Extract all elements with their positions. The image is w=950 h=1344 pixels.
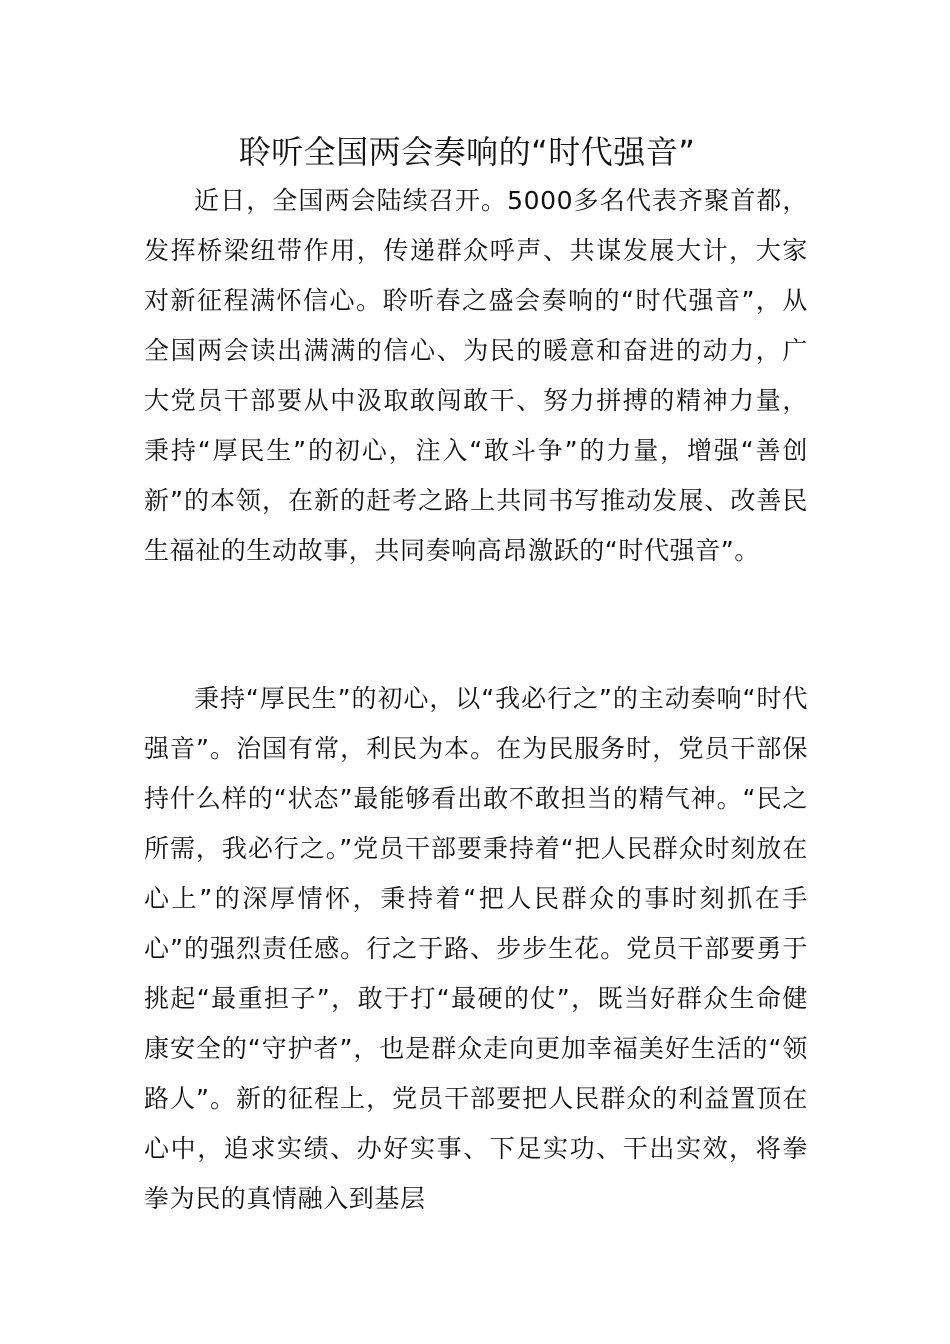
document-title: 聆听全国两会奏响的“时代强音”: [238, 133, 696, 171]
paragraph-intro: 近日，全国两会陆续召开。5000多名代表齐聚首都，发挥桥梁纽带作用，传递群众呼声、共谋发展大计，大家对新征程满怀信心。聆听春之盛会奏响的“时代强音”，从全国两会读出满满的信心、为民的暖意和奋进的动力，广大党员干部要从中汲取敢闯敢干、努力拼搏的精神力量，秉持“厚民生”的初心，注入“敢斗争”的力量，增强“善创新”的本领，在新的赶考之路上共同书写推动发展、改善民生福祉的生动故事，共同奏响高昂激跃的“时代强音”。: [144, 186, 808, 565]
paragraph-people-livelihood: 秉持“厚民生”的初心，以“我必行之”的主动奏响“时代强音”。治国有常，利民为本。在为民服务时，党员干部保持什么样的“状态”最能够看出敢不敢担当的精气神。“民之所需，我必行之。”党员干部要秉持着“把人民群众时刻放在心上”的深厚情怀，秉持着“把人民群众的事时刻抓在手心”的强烈责任感。行之于路、步步生花。党员干部要勇于挑起“最重担子”，敢于打“最硬的仗”，既当好群众生命健康安全的“守护者”，也是群众走向更加幸福美好生活的“领路人”。新的征程上，党员干部要把人民群众的利益置顶在心中，追求实绩、办好实事、下足实功、干出实效，将拳拳为民的真情融入到基层: [144, 684, 808, 1213]
